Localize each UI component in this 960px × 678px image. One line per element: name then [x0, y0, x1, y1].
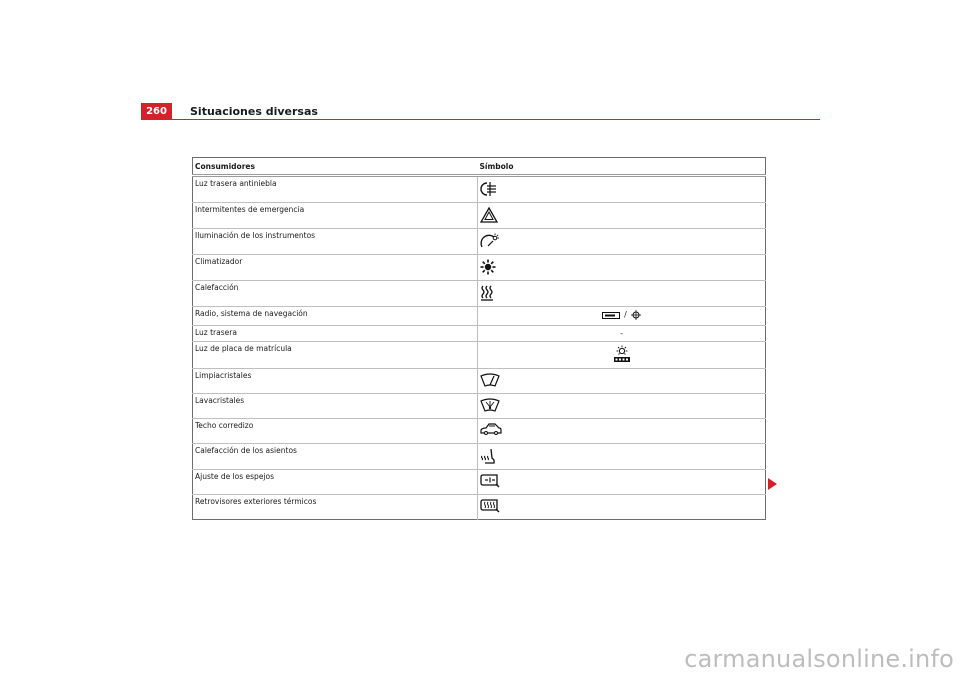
symbol-text: -	[620, 329, 623, 338]
symbol-cell	[478, 470, 766, 495]
rear-fog-light-icon	[480, 181, 498, 200]
section-title: Situaciones diversas	[190, 105, 318, 118]
table-row	[193, 176, 766, 203]
consumer-cell: Calefacción	[193, 281, 478, 307]
table-row	[193, 255, 766, 281]
license-plate-light-icon	[480, 345, 763, 366]
consumer-cell: Intermitentes de emergencia	[193, 203, 478, 229]
consumer-cell: Retrovisores exteriores térmicos	[193, 495, 478, 520]
seat-heating-icon	[480, 448, 496, 467]
table-row	[193, 326, 766, 342]
header-symbol: Símbolo	[478, 158, 766, 176]
table-row	[193, 281, 766, 307]
table-header-row	[193, 158, 766, 176]
consumer-cell: Iluminación de los instrumentos	[193, 229, 478, 255]
mirror-adjust-icon	[480, 474, 500, 491]
table-row	[193, 342, 766, 369]
symbol-cell	[478, 394, 766, 419]
wiper-icon	[480, 373, 500, 390]
radio-icon	[602, 313, 622, 322]
header-rule	[141, 119, 820, 120]
symbol-cell	[478, 444, 766, 470]
table-row	[193, 394, 766, 419]
consumer-cell: Luz trasera antiniebla	[193, 176, 478, 203]
consumer-cell: Limpiacristales	[193, 369, 478, 394]
hazard-warning-icon	[480, 207, 498, 226]
climate-control-icon	[480, 259, 496, 278]
table-row	[193, 444, 766, 470]
symbol-cell	[478, 342, 766, 369]
consumer-cell: Luz de placa de matrícula	[193, 342, 478, 369]
table-row	[193, 203, 766, 229]
page-number-badge: 260	[141, 103, 172, 120]
symbol-cell	[478, 419, 766, 444]
navigation-icon	[631, 313, 641, 322]
consumer-cell: Luz trasera	[193, 326, 478, 342]
consumer-cell: Calefacción de los asientos	[193, 444, 478, 470]
consumer-cell: Climatizador	[193, 255, 478, 281]
symbol-cell	[478, 495, 766, 520]
table-row	[193, 307, 766, 326]
watermark: carmanualsonline.info	[684, 645, 954, 673]
consumers-table	[192, 157, 766, 520]
header-consumers: Consumidores	[193, 158, 478, 176]
heating-icon	[480, 285, 494, 304]
continue-arrow-icon	[768, 478, 777, 490]
consumer-cell: Radio, sistema de navegación	[193, 307, 478, 326]
table-row	[193, 369, 766, 394]
instrument-lighting-icon	[480, 233, 500, 252]
heated-mirror-icon	[480, 499, 500, 516]
washer-icon	[480, 398, 500, 415]
consumer-cell: Techo corredizo	[193, 419, 478, 444]
table-row	[193, 419, 766, 444]
sunroof-icon	[480, 423, 502, 438]
table-row	[193, 495, 766, 520]
symbol-cell	[478, 326, 766, 342]
table-row	[193, 229, 766, 255]
consumer-cell: Ajuste de los espejos	[193, 470, 478, 495]
symbol-cell	[478, 203, 766, 229]
table-row	[193, 470, 766, 495]
consumer-cell: Lavacristales	[193, 394, 478, 419]
symbol-cell	[478, 229, 766, 255]
symbol-cell	[478, 281, 766, 307]
symbol-cell	[478, 255, 766, 281]
symbol-separator: /	[624, 310, 627, 319]
symbol-cell	[478, 307, 766, 326]
symbol-cell	[478, 369, 766, 394]
symbol-cell	[478, 176, 766, 203]
